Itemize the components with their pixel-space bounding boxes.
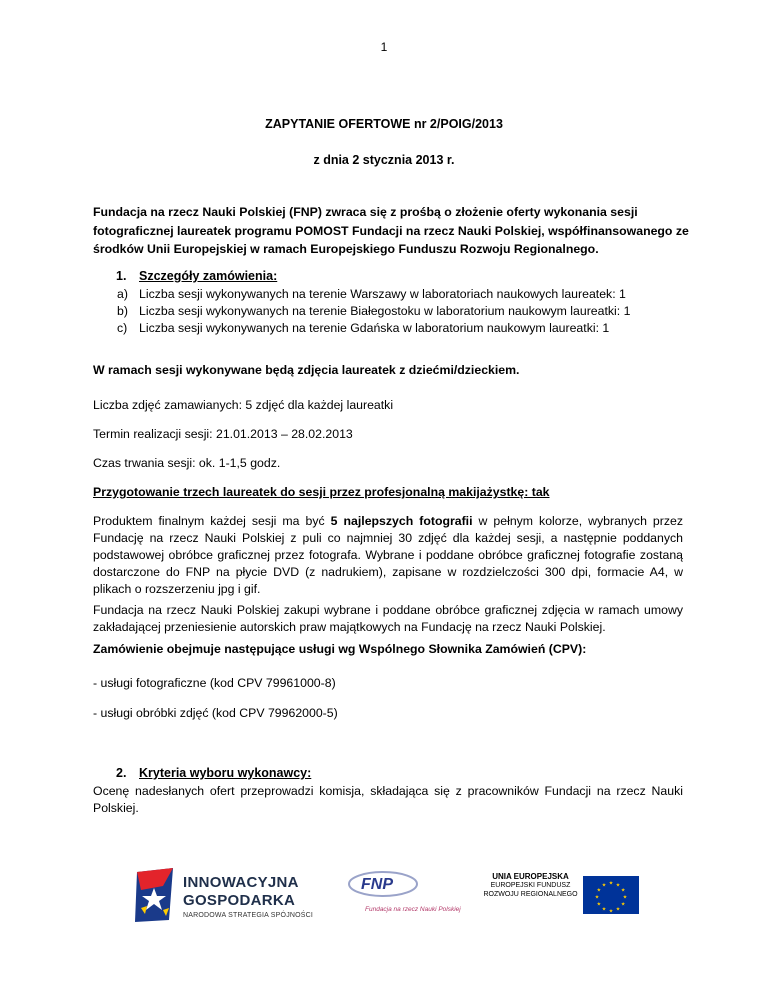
svg-text:★: ★ (622, 894, 628, 901)
children-note: W ramach sesji wykonywane będą zdjęcia laureatek z dziećmi/dzieckiem. (93, 363, 520, 377)
eu-flag-icon (583, 876, 639, 914)
product-text-bold: 5 najlepszych fotografii (330, 514, 473, 528)
svg-text:★: ★ (594, 894, 600, 901)
section-1-number: 1. (116, 269, 127, 283)
list-item (93, 303, 714, 320)
section-2-number: 2. (116, 766, 127, 780)
svg-text:★: ★ (596, 901, 602, 908)
ig-line2: GOSPODARKA (183, 892, 296, 909)
fnp-wordmark: FNP (361, 876, 393, 893)
svg-text:★: ★ (608, 908, 614, 914)
ue-line2: EUROPEJSKI FUNDUSZ (490, 882, 571, 889)
order-details-list (93, 286, 713, 337)
photo-count: Liczba zdjęć zamawianych: 5 zdjęć dla każdej laureatki (93, 398, 394, 412)
intro-paragraph: Fundacja na rzecz Nauki Polskiej (FNP) zwraca się z prośbą o złożenie oferty wykonania sesji fotograficznej laureatek programu POMOST Fundacji na rzecz Nauki Polskiej, współfinansowanego ze środków Unii Europejskiej w ramach Europejskiego Funduszu Rozwoju Regionalnego. (93, 205, 689, 256)
svg-text:★: ★ (601, 906, 607, 913)
list-marker: c) (117, 321, 128, 335)
cpv-item-editing: - usługi obróbki zdjęć (kod CPV 79962000-5) (93, 706, 338, 720)
product-paragraph (93, 513, 683, 598)
ig-line3: NARODOWA STRATEGIA SPÓJNOŚCI (183, 912, 314, 919)
svg-text:★: ★ (620, 901, 626, 908)
svg-text:★: ★ (596, 887, 602, 894)
product-text-before: Produktem finalnym każdej sesji ma być (93, 514, 331, 528)
document-date: z dnia 2 stycznia 2013 r. (313, 153, 455, 167)
fnp-subtitle: Fundacja na rzecz Nauki Polskiej (365, 906, 461, 913)
list-item-text: Liczba sesji wykonywanych na terenie Warszawy w laboratoriach naukowych laureatek: 1 (139, 287, 626, 301)
section-2-text: Ocenę nadesłanych ofert przeprowadzi komisja, składająca się z pracowników Fundacji na rzecz Nauki Polskiej. (93, 784, 683, 815)
cpv-item-photography: - usługi fotograficzne (kod CPV 79961000-8) (93, 676, 336, 690)
page-number: 1 (380, 40, 388, 54)
session-term: Termin realizacji sesji: 21.01.2013 – 28.02.2013 (93, 427, 353, 441)
list-marker: b) (117, 304, 128, 318)
ig-line1: INNOWACYJNA (183, 874, 299, 891)
makeup-note: Przygotowanie trzech laureatek do sesji przez profesjonalną makijażystkę: tak (93, 485, 550, 499)
ue-line1: UNIA EUROPEJSKA (492, 872, 569, 881)
innowacyjna-gospodarka-logo (133, 866, 323, 928)
list-marker: a) (117, 287, 128, 301)
svg-text:★: ★ (601, 882, 607, 889)
fnp-logo (345, 870, 465, 922)
list-item (93, 286, 713, 303)
eu-logo-text (478, 872, 583, 899)
svg-text:★: ★ (615, 882, 621, 889)
section-1-title: Szczegóły zamówienia: (139, 269, 278, 283)
list-item (93, 320, 713, 337)
cpv-heading: Zamówienie obejmuje następujące usługi wg Wspólnego Słownika Zamówień (CPV): (93, 642, 587, 656)
section-2-title: Kryteria wyboru wykonawcy: (139, 766, 312, 780)
list-item-text: Liczba sesji wykonywanych na terenie Gdańska w laboratorium naukowym laureatki: 1 (139, 321, 610, 335)
svg-text:★: ★ (620, 887, 626, 894)
svg-text:★: ★ (615, 906, 621, 913)
session-duration: Czas trwania sesji: ok. 1-1,5 godz. (93, 456, 281, 470)
list-item-text: Liczba sesji wykonywanych na terenie Białegostoku w laboratorium naukowym laureatki: 1 (139, 304, 631, 318)
rights-paragraph: Fundacja na rzecz Nauki Polskiej zakupi wybrane i poddane obróbce graficznej zdjęcia w ramach umowy zakładającej przeniesienie autorskich praw majątkowych na Fundację na rzecz Nauki Polskiej. (93, 603, 683, 634)
ue-line3: ROZWOJU REGIONALNEGO (483, 891, 578, 898)
document-title: ZAPYTANIE OFERTOWE nr 2/POIG/2013 (265, 117, 503, 131)
product-text-after: w pełnym kolorze, wybranych przez Fundację na rzecz Nauki Polskiej z puli co najmniej 30 zdjęć dla każdej sesji, a następnie poddanych podstawowej obróbce graficznej przez fotografa. Wybrane i poddane obróbce graficznej fotografie zostaną dostarczone do FNP na płycie DVD (z nadrukiem), zapisane w rozdzielczości 300 dpi, formacie A4, w plikach o rozszerzeniu jpg i gif. (93, 514, 683, 596)
svg-text:★: ★ (608, 880, 614, 887)
ig-flag-icon (133, 866, 175, 924)
